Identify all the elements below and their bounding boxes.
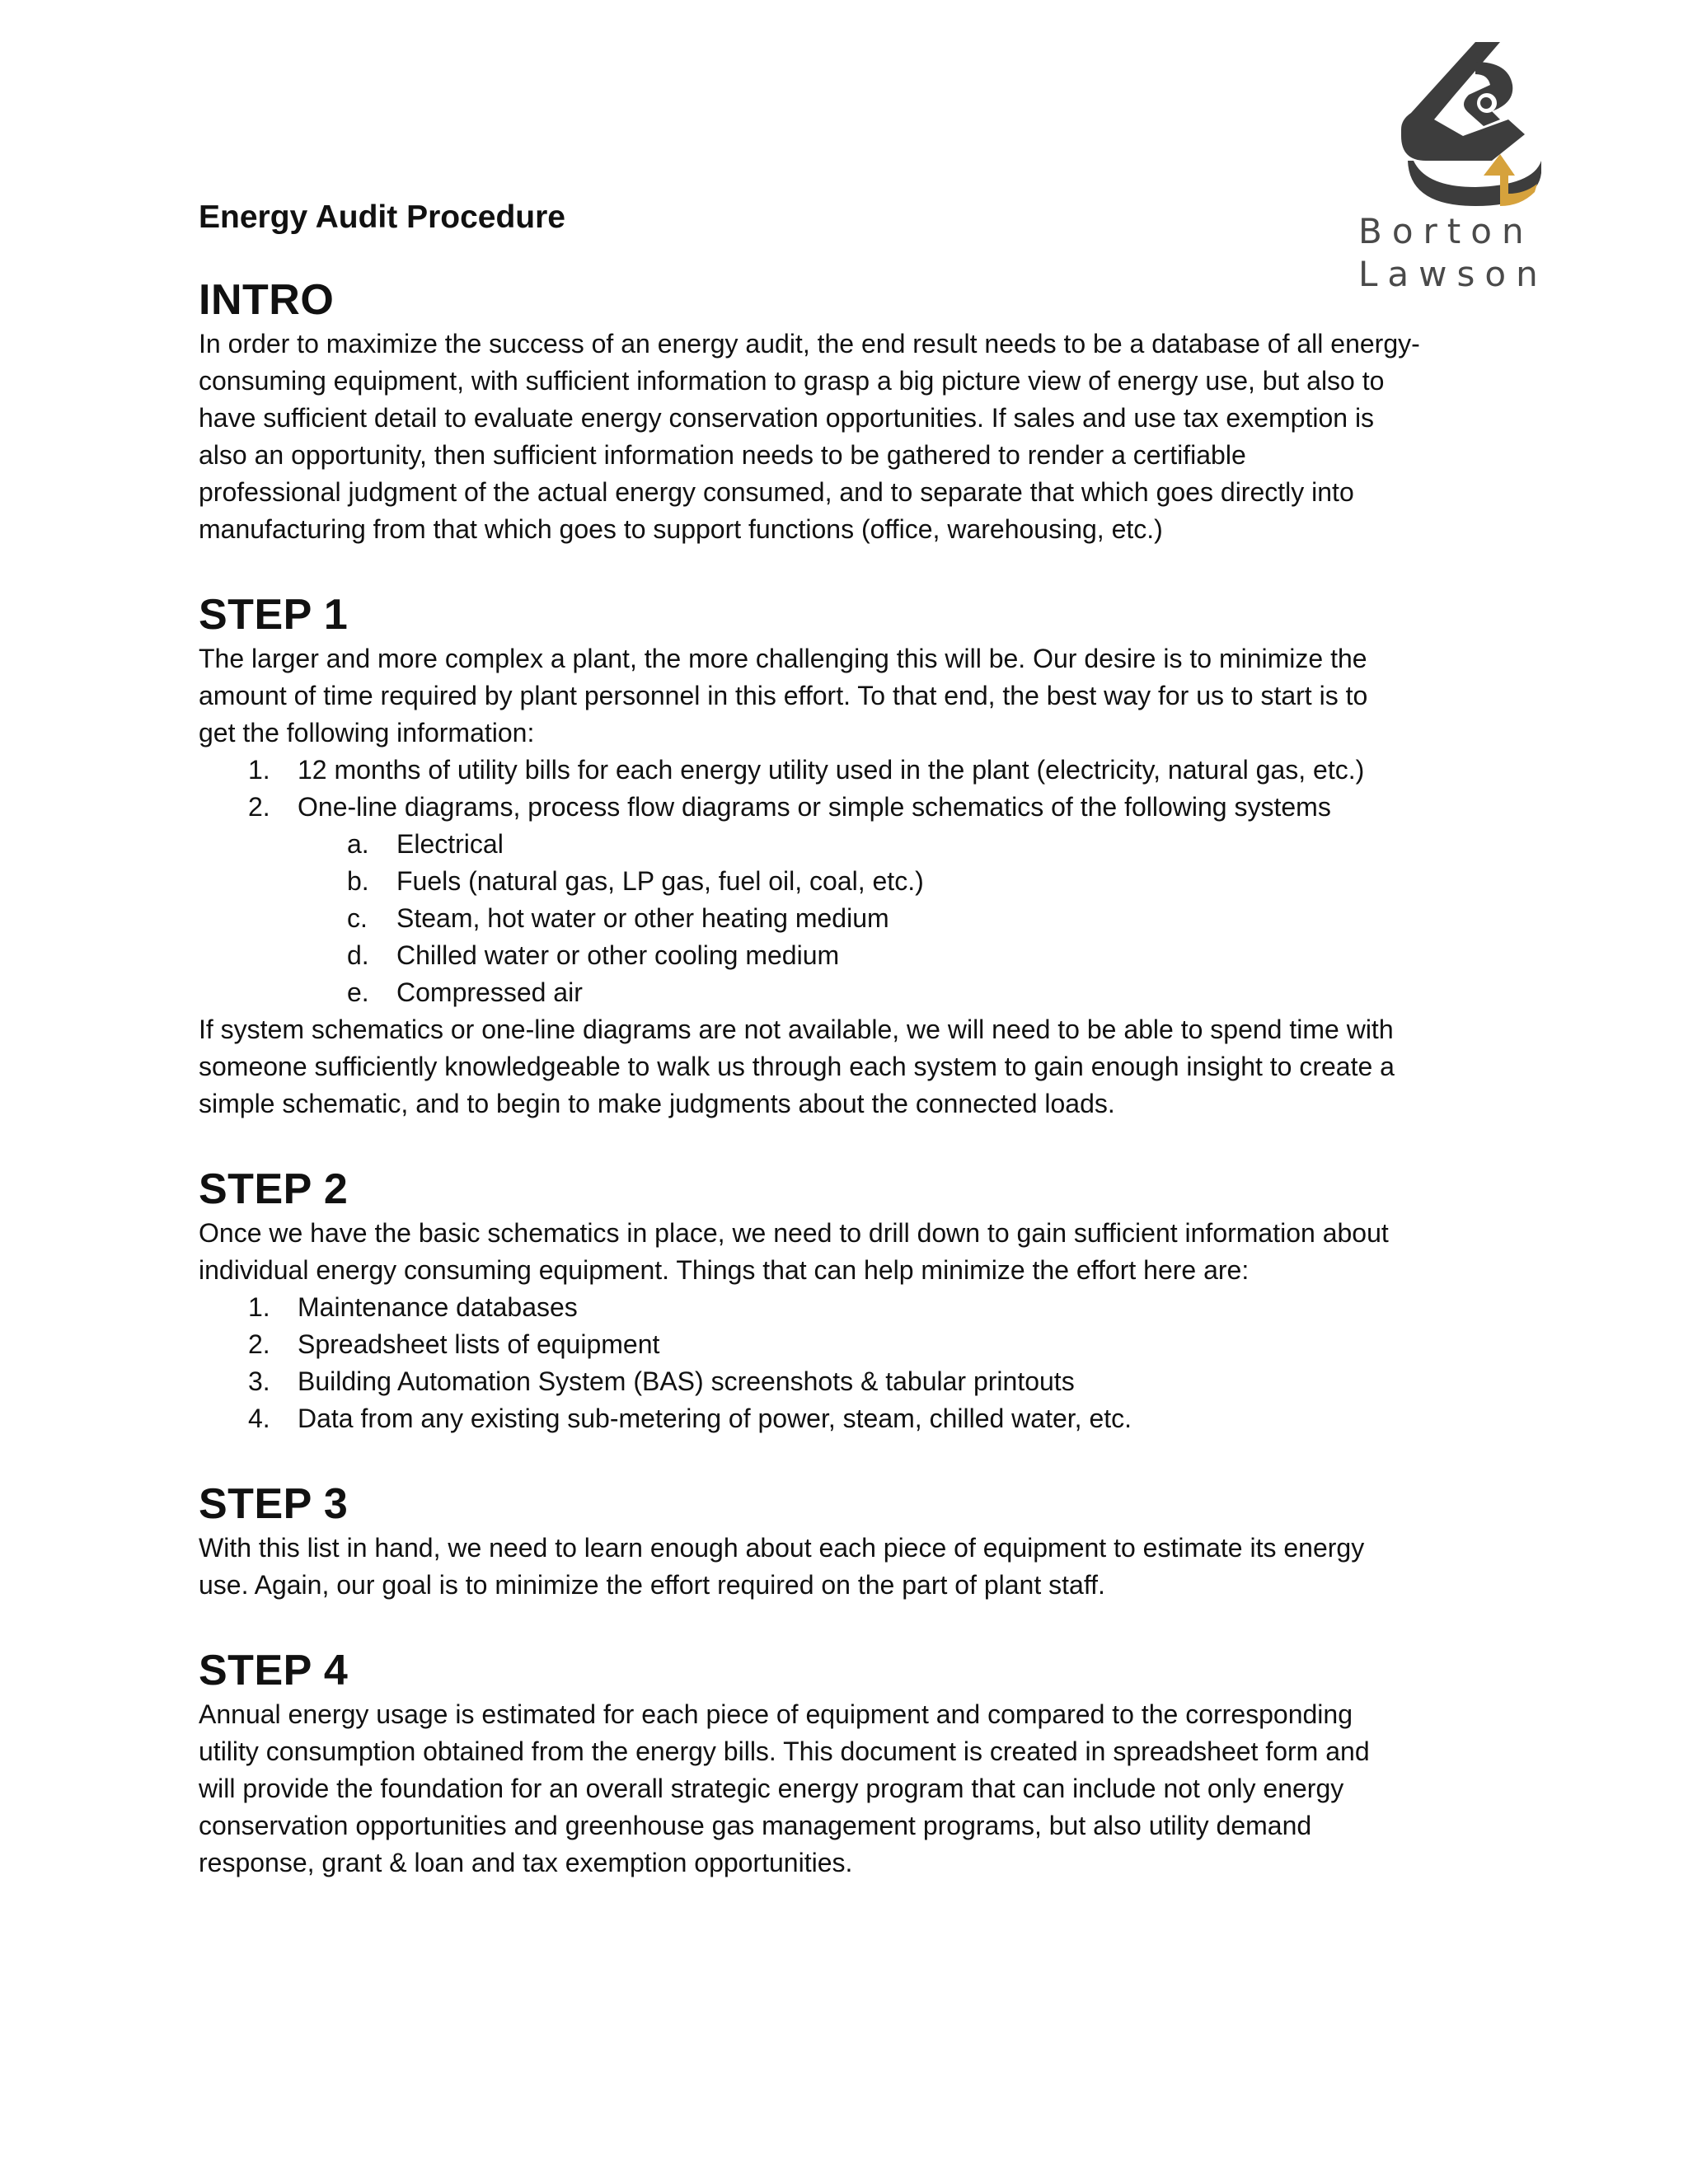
step2-list <box>199 1289 1517 1437</box>
list-item-text: Spreadsheet lists of equipment <box>298 1329 660 1359</box>
intro-section <box>199 274 1517 548</box>
list-item-text: One-line diagrams, process flow diagrams or simple schematics of the following systems <box>298 792 1331 822</box>
sublist-letter: e. <box>347 977 369 1007</box>
step1-heading: STEP 1 <box>199 591 349 639</box>
list-item-text: Data from any existing sub-metering of power, steam, chilled water, etc. <box>298 1404 1132 1433</box>
list-item-text: 12 months of utility bills for each energy utility used in the plant (electricity, natural gas, etc.) <box>298 755 1365 785</box>
intro-line: have sufficient detail to evaluate energy conservation opportunities. If sales and use tax exemption is <box>199 403 1375 433</box>
list-number: 1. <box>248 755 270 785</box>
step4-heading: STEP 4 <box>199 1647 349 1694</box>
sublist-item-text: Steam, hot water or other heating medium <box>396 903 889 933</box>
list-number: 3. <box>248 1366 270 1396</box>
step3-heading: STEP 3 <box>199 1480 349 1528</box>
step4-line: Annual energy usage is estimated for each piece of equipment and compared to the corresponding <box>199 1699 1353 1729</box>
step1-line: The larger and more complex a plant, the more challenging this will be. Our desire is to minimize the <box>199 644 1367 673</box>
intro-line: manufacturing from that which goes to support functions (office, warehousing, etc.) <box>199 514 1163 544</box>
list-item <box>199 1363 1517 1400</box>
step1-section <box>199 589 1517 1122</box>
list-item <box>199 1400 1517 1437</box>
step4-line: utility consumption obtained from the energy bills. This document is created in spreadsheet form and <box>199 1736 1370 1766</box>
step2-paragraph <box>199 1215 1517 1289</box>
step3-section <box>199 1479 1517 1604</box>
step1-followup-line: simple schematic, and to begin to make judgments about the connected loads. <box>199 1089 1115 1118</box>
step3-paragraph <box>199 1530 1517 1604</box>
list-number: 4. <box>248 1404 270 1433</box>
logo-text-line-1: Borton <box>1358 211 1534 251</box>
list-item-text: Maintenance databases <box>298 1292 578 1322</box>
list-item-text: Building Automation System (BAS) screenshots & tabular printouts <box>298 1366 1075 1396</box>
sublist-item <box>199 974 1517 1011</box>
list-item <box>199 1326 1517 1363</box>
step1-line: get the following information: <box>199 718 535 748</box>
step2-line: individual energy consuming equipment. Things that can help minimize the effort here are: <box>199 1255 1250 1285</box>
list-number: 2. <box>248 1329 270 1359</box>
list-number: 2. <box>248 792 270 822</box>
sublist-item <box>199 900 1517 937</box>
sublist-letter: c. <box>347 903 368 933</box>
step4-line: response, grant & loan and tax exemption opportunities. <box>199 1848 853 1877</box>
sublist-item-text: Compressed air <box>396 977 583 1007</box>
step2-section <box>199 1164 1517 1437</box>
step2-heading: STEP 2 <box>199 1165 349 1213</box>
step4-line: conservation opportunities and greenhouse gas management programs, but also utility demand <box>199 1811 1312 1840</box>
sublist-item <box>199 863 1517 900</box>
step1-followup-line: someone sufficiently knowledgeable to walk us through each system to gain enough insight to create a <box>199 1052 1395 1081</box>
step4-paragraph <box>199 1696 1517 1882</box>
logo-text-line-2: Lawson <box>1358 254 1548 294</box>
sublist-letter: d. <box>347 940 369 970</box>
list-item <box>199 789 1517 826</box>
sublist-item <box>199 826 1517 863</box>
logo-mark-icon <box>1376 37 1566 210</box>
step1-sublist <box>199 826 1517 1011</box>
intro-line: consuming equipment, with sufficient information to grasp a big picture view of energy use, but also to <box>199 366 1385 396</box>
step2-line: Once we have the basic schematics in place, we need to drill down to gain sufficient information about <box>199 1218 1389 1248</box>
list-item <box>199 1289 1517 1326</box>
sublist-item <box>199 937 1517 974</box>
intro-heading: INTRO <box>199 276 335 324</box>
step3-line: use. Again, our goal is to minimize the effort required on the part of plant staff. <box>199 1570 1105 1600</box>
document-body <box>199 198 1517 1882</box>
sublist-letter: a. <box>347 829 369 859</box>
step3-line: With this list in hand, we need to learn enough about each piece of equipment to estimate its energy <box>199 1533 1365 1563</box>
step1-paragraph <box>199 640 1517 752</box>
sublist-letter: b. <box>347 866 369 896</box>
document-title: Energy Audit Procedure <box>199 199 565 235</box>
sublist-item-text: Electrical <box>396 829 504 859</box>
sublist-item-text: Fuels (natural gas, LP gas, fuel oil, coal, etc.) <box>396 866 924 896</box>
intro-line: also an opportunity, then sufficient information needs to be gathered to render a certifiable <box>199 440 1246 470</box>
intro-line: In order to maximize the success of an energy audit, the end result needs to be a database of all energy- <box>199 329 1420 359</box>
list-item <box>199 752 1517 789</box>
intro-line: professional judgment of the actual energy consumed, and to separate that which goes directly into <box>199 477 1354 507</box>
step4-section <box>199 1645 1517 1882</box>
step1-list <box>199 752 1517 826</box>
sublist-item-text: Chilled water or other cooling medium <box>396 940 840 970</box>
step1-followup-paragraph <box>199 1011 1517 1122</box>
step1-followup-line: If system schematics or one-line diagrams are not available, we will need to be able to spend time with <box>199 1015 1394 1044</box>
step1-line: amount of time required by plant personnel in this effort. To that end, the best way for us to start is to <box>199 681 1368 710</box>
list-number: 1. <box>248 1292 270 1322</box>
step4-line: will provide the foundation for an overall strategic energy program that can include not only energy <box>199 1774 1344 1803</box>
intro-paragraph <box>199 326 1517 548</box>
